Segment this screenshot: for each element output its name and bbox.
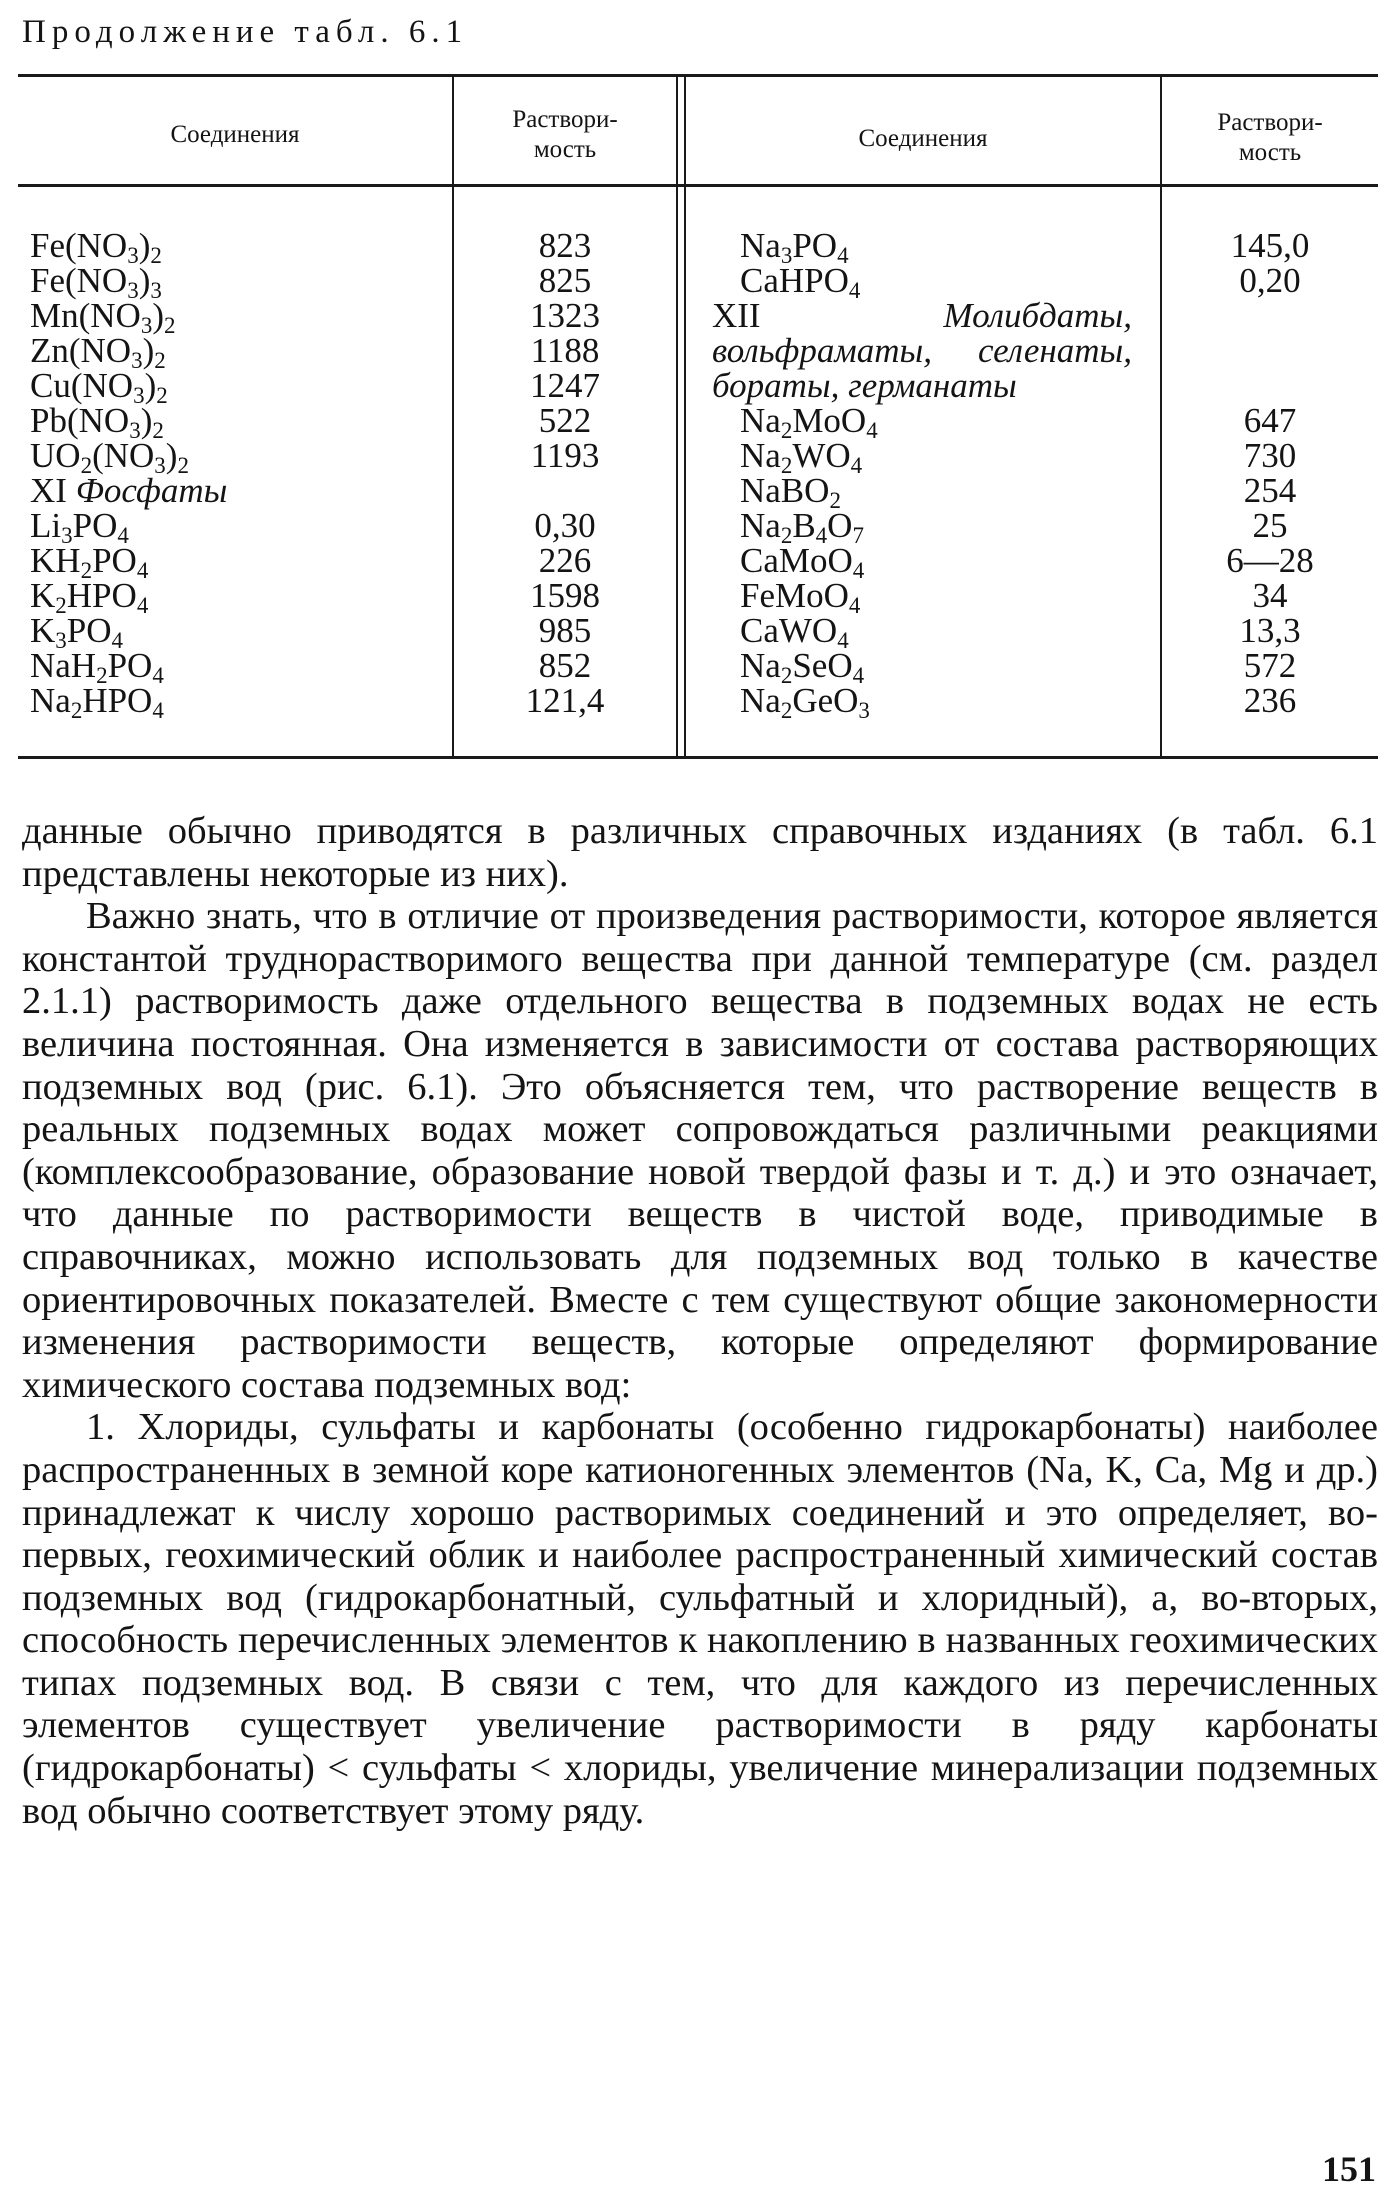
solubility-cell: 121,4 bbox=[525, 681, 605, 720]
paragraph: данные обычно приводятся в различных справочных изданиях (в табл. 6.1 представлены некоторые из них). bbox=[22, 810, 1378, 895]
solubility-cell: 254 bbox=[1243, 471, 1297, 510]
compound-cell: $Na_2SeO_4$ bbox=[740, 646, 865, 688]
compound-cell: $KH_2PO_4$ bbox=[30, 541, 149, 583]
compound-cell: $Na_2WO_4$ bbox=[740, 436, 863, 478]
page-number: 151 bbox=[1322, 2149, 1376, 2189]
compound-cell: $Na_2GeO_3$ bbox=[740, 681, 870, 723]
table-top-rule bbox=[18, 74, 1378, 77]
right-solubility-column bbox=[1162, 228, 1378, 718]
compound-cell: $Na_2MoO_4$ bbox=[740, 401, 878, 443]
compound-cell: $NaH_2PO_4$ bbox=[30, 646, 164, 688]
solubility-cell: 522 bbox=[538, 401, 592, 440]
solubility-cell: 0,20 bbox=[1239, 261, 1301, 300]
solubility-cell: 226 bbox=[538, 541, 592, 580]
left-solubility-column bbox=[454, 228, 676, 718]
compound-cell: $K_2HPO_4$ bbox=[30, 576, 149, 618]
compound-cell: $Na_3PO_4$ bbox=[740, 226, 849, 268]
solubility-cell: 0,30 bbox=[534, 506, 596, 545]
paragraph: 1. Хлориды, сульфаты и карбонаты (особенно гидрокарбонаты) наиболее распространенных в земной коре катионогенных элементов (Na, K, Ca, Mg и др.) принадлежат к числу хорошо растворимых соединений и это определяет, во-первых, геохимический облик и наиболее распространенный химический состав подземных вод (гидрокарбонатный, сульфатный и хлоридный), а, во-вторых, способность перечисленных элементов к накоплению в названных геохимических типах подземных вод. В связи с тем, что для каждого из перечисленных элементов существует увеличение растворимости в ряду карбонаты (гидрокарбонаты) < сульфаты < хлориды, увеличение минерализации подземных вод обычно соответствует этому ряду. bbox=[22, 1406, 1378, 1832]
compound-cell: NaBO$_2$ bbox=[740, 471, 841, 513]
header-compound-left: Соединения bbox=[170, 121, 300, 148]
compound-cell: $Na_2HPO_4$ bbox=[30, 681, 164, 723]
compound-cell: $Cu(NO_3)_2$ bbox=[30, 366, 168, 408]
table-bottom-rule bbox=[18, 756, 1378, 759]
compound-cell: $Li_3PO_4$ bbox=[30, 506, 129, 548]
solubility-cell: 730 bbox=[1243, 436, 1297, 475]
compound-cell: $Na_2B_4O_7$ bbox=[740, 506, 864, 548]
compound-cell: $UO_2(NO_3)_2$ bbox=[30, 436, 189, 478]
compound-cell: $K_3PO_4$ bbox=[30, 611, 124, 653]
section-heading: XI Фосфаты bbox=[30, 471, 228, 510]
empty-cell bbox=[454, 473, 676, 508]
solubility-cell: 1193 bbox=[530, 436, 600, 475]
empty-cell bbox=[1162, 298, 1378, 403]
solubility-cell: 852 bbox=[538, 646, 592, 685]
section-heading: XII Молибдаты, вольфраматы, селенаты, бораты, германаты bbox=[712, 296, 1132, 405]
compound-cell: $Mn(NO_3)_2$ bbox=[30, 296, 176, 338]
compound-cell: CaHPO$_4$ bbox=[740, 261, 861, 303]
solubility-cell: 647 bbox=[1243, 401, 1297, 440]
solubility-cell: 236 bbox=[1243, 681, 1297, 720]
compound-cell: CaWO$_4$ bbox=[740, 611, 849, 653]
solubility-cell: 825 bbox=[538, 261, 592, 300]
compound-cell: $Fe(NO_3)_2$ bbox=[30, 226, 162, 268]
header-solubility-right: Раствори- мость bbox=[1217, 109, 1323, 166]
solubility-cell: 1323 bbox=[530, 296, 600, 335]
right-compound-column bbox=[712, 226, 1146, 723]
compound-cell: $Fe(NO_3)_3$ bbox=[30, 261, 162, 303]
paragraph: Важно знать, что в отличие от произведения растворимости, которое является константой труднорастворимого вещества при данной температуре (см. раздел 2.1.1) растворимость даже отдельного вещества в подземных водах не есть величина постоянная. Она изменяется в зависимости от состава растворяющих подземных вод (рис. 6.1). Это объясняется тем, что растворение веществ в реальных подземных водах может сопровождаться различными реакциями (комплексообразование, образование новой твердой фазы и т. д.) и это означает, что данные по растворимости веществ в чистой воде, приводимые в справочниках, можно использовать для подземных вод только в качестве ориентировочных показателей. Вместе с тем существуют общие закономерности изменения растворимости веществ, которые определяют формирование химического состава подземных вод: bbox=[22, 895, 1378, 1406]
column-divider-center-b bbox=[684, 76, 686, 756]
solubility-cell: 572 bbox=[1243, 646, 1297, 685]
compound-cell: $Pb(NO_3)_2$ bbox=[30, 401, 164, 443]
solubility-cell: 1188 bbox=[530, 331, 600, 370]
header-compound-right: Соединения bbox=[858, 125, 988, 152]
compound-cell: CaMoO$_4$ bbox=[740, 541, 865, 583]
left-compound-column bbox=[30, 226, 450, 723]
solubility-cell: 1247 bbox=[530, 366, 600, 405]
solubility-cell: 13,3 bbox=[1239, 611, 1301, 650]
column-divider-center-a bbox=[676, 76, 678, 756]
header-solubility-left: Раствори- мость bbox=[512, 106, 618, 163]
solubility-cell: 145,0 bbox=[1230, 226, 1310, 265]
compound-cell: FeMoO$_4$ bbox=[740, 576, 861, 618]
solubility-cell: 34 bbox=[1252, 576, 1288, 615]
compound-cell: $Zn(NO_3)_2$ bbox=[30, 331, 166, 373]
solubility-cell: 823 bbox=[538, 226, 592, 265]
table-caption: Продолжение табл. 6.1 bbox=[22, 14, 469, 50]
solubility-cell: 25 bbox=[1252, 506, 1288, 545]
solubility-cell: 1598 bbox=[530, 576, 600, 615]
solubility-cell: 6—28 bbox=[1226, 541, 1314, 580]
table-header-rule bbox=[18, 184, 1378, 187]
body-text bbox=[22, 810, 1378, 1832]
solubility-cell: 985 bbox=[538, 611, 592, 650]
